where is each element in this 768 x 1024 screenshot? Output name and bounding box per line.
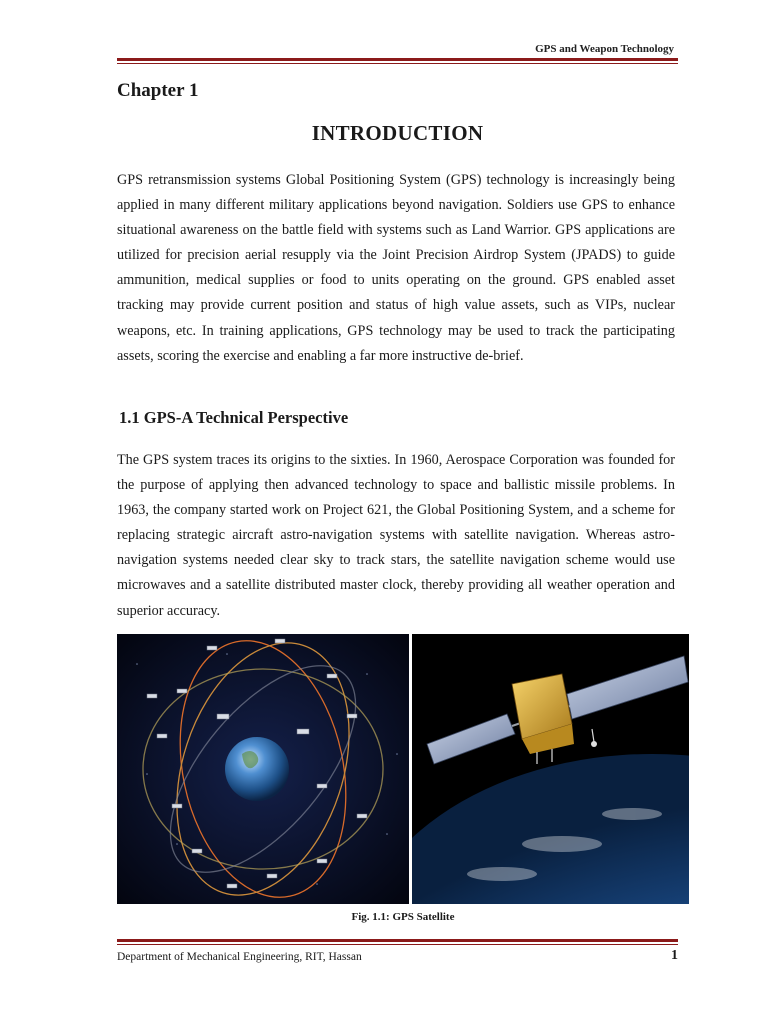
figure	[117, 634, 689, 904]
footer-rule	[117, 939, 678, 945]
chapter-label: Chapter 1	[117, 80, 199, 101]
footer-department: Department of Mechanical Engineering, RIT, Hassan	[117, 951, 362, 963]
chapter-title: INTRODUCTION	[311, 121, 484, 145]
gps-constellation-image	[117, 634, 409, 904]
section-heading: 1.1 GPS-A Technical Perspective	[119, 408, 349, 427]
header-rule	[117, 58, 678, 64]
page-number: 1	[671, 948, 678, 963]
running-header: GPS and Weapon Technology	[535, 43, 674, 55]
section-paragraph: The GPS system traces its origins to the sixties. In 1960, Aerospace Corporation was founded for the purpose of applying then advanced technology to space and ballistic missile problems. In 1963, the company started work on Project 621, the Global Positioning System, and a scheme for replacing strategic aircraft astro-navigation systems with satellite navigation. Whereas astro-navigation systems needed clear sky to track stars, the satellite navigation scheme would use microwaves and a satellite distributed master clock, thereby providing all weather operation and superior accuracy.	[117, 452, 675, 619]
gps-satellite-image	[412, 634, 689, 904]
figure-caption: Fig. 1.1: GPS Satellite	[351, 911, 455, 923]
intro-paragraph: GPS retransmission systems Global Positioning System (GPS) technology is increasingly being applied in many different military applications beyond navigation. Soldiers use GPS to enhance situational awareness on the battle field with systems such as Land Warrior. GPS applications are utilized for precision aerial resupply via the Joint Precision Airdrop System (JPADS) to guide ammunition, medical supplies or food to units operating on the ground. GPS enabled asset tracking may provide current position and status of high value assets, such as VIPs, nuclear weapons, etc. In training applications, GPS technology may be used to track the participating assets, scoring the exercise and enabling a far more instructive de-brief.	[117, 172, 675, 364]
